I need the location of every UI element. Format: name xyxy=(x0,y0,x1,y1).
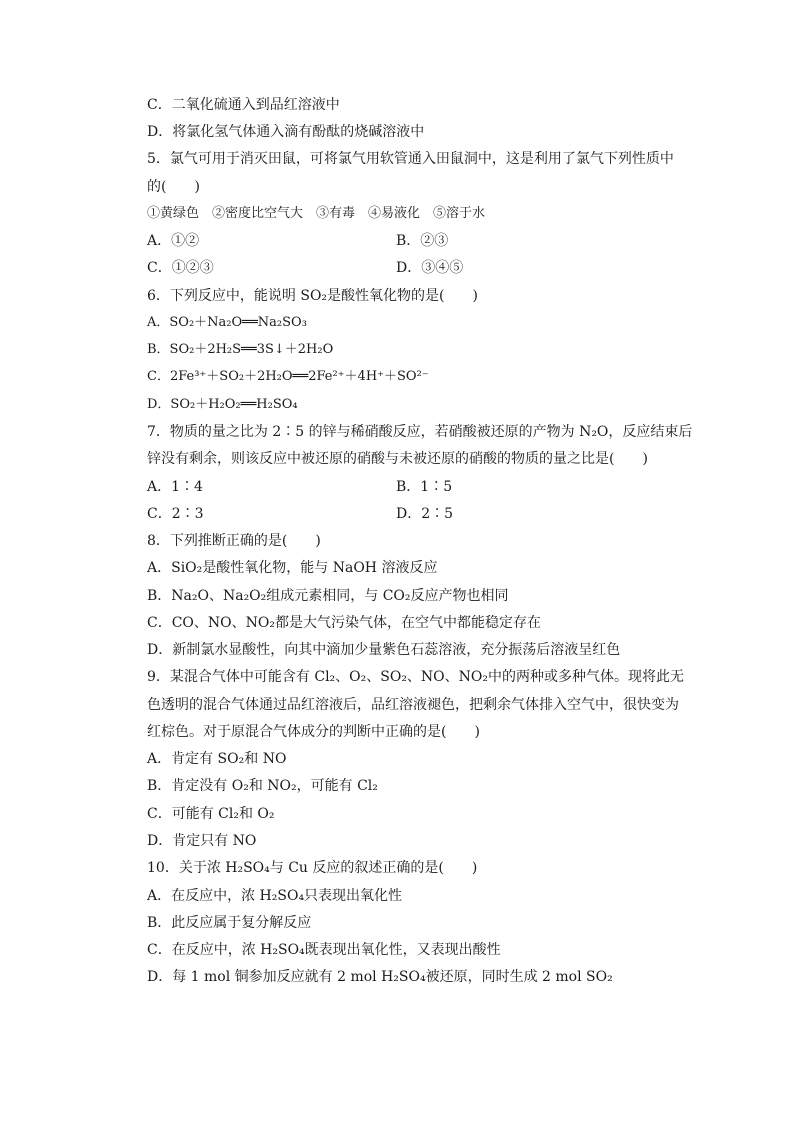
option-c-q6: C．2Fe³⁺＋SO₂＋2H₂O══2Fe²⁺＋4H⁺＋SO²⁻ xyxy=(147,369,429,384)
question-5-stem-cont: 的( ) xyxy=(147,179,200,195)
option-b-q9: B．肯定没有 O₂和 NO₂，可能有 Cl₂ xyxy=(147,778,378,794)
option-d-q7: D．2∶5 xyxy=(396,506,454,522)
question-7-stem-cont: 锌没有剩余，则该反应中被还原的硝酸与未被还原的硝酸的物质的量之比是( ) xyxy=(147,451,648,467)
option-b-q5: B．②③ xyxy=(396,233,449,249)
question-9-stem: 9．某混合气体中可能含有 Cl₂、O₂、SO₂、NO、NO₂中的两种或多种气体。现将此无 xyxy=(147,669,684,685)
option-a-q9: A．肯定有 SO₂和 NO xyxy=(147,751,287,767)
question-9-stem-cont2: 红棕色。对于原混合气体成分的判断中正确的是( ) xyxy=(147,724,480,740)
option-d-q4: D．将氯化氢气体通入滴有酚酞的烧碱溶液中 xyxy=(147,124,425,140)
question-5-properties: ①黄绿色 ②密度比空气大 ③有毒 ④易液化 ⑤溶于水 xyxy=(147,206,486,221)
option-c-q8: C．CO、NO、NO₂都是大气污染气体，在空气中都能稳定存在 xyxy=(147,615,541,631)
option-d-q5: D．③④⑤ xyxy=(396,260,464,276)
option-d-q8: D．新制氯水显酸性，向其中滴加少量紫色石蕊溶液，充分振荡后溶液呈红色 xyxy=(147,642,621,658)
option-b-q6: B．SO₂＋2H₂S══3S↓＋2H₂O xyxy=(147,342,334,357)
option-a-q8: A．SiO₂是酸性氧化物，能与 NaOH 溶液反应 xyxy=(147,560,438,576)
option-a-q7: A．1∶4 xyxy=(147,479,203,495)
question-10-stem: 10．关于浓 H₂SO₄与 Cu 反应的叙述正确的是( ) xyxy=(147,860,478,876)
question-8-stem: 8．下列推断正确的是( ) xyxy=(147,533,321,549)
option-b-q7: B．1∶5 xyxy=(396,479,453,495)
option-d-q9: D．肯定只有 NO xyxy=(147,833,257,849)
question-9-stem-cont: 色透明的混合气体通过品红溶液后，品红溶液褪色，把剩余气体排入空气中，很快变为 xyxy=(147,697,679,713)
option-c-q5: C．①②③ xyxy=(147,260,214,276)
option-c-q4: C．二氧化硫通入到品红溶液中 xyxy=(147,97,340,113)
option-c-q7: C．2∶3 xyxy=(147,506,204,522)
option-c-q10: C．在反应中，浓 H₂SO₄既表现出氧化性，又表现出酸性 xyxy=(147,942,501,958)
option-a-q5: A．①② xyxy=(147,233,200,249)
option-b-q8: B．Na₂O、Na₂O₂组成元素相同，与 CO₂反应产物也相同 xyxy=(147,588,509,604)
option-b-q10: B．此反应属于复分解反应 xyxy=(147,915,312,931)
option-a-q10: A．在反应中，浓 H₂SO₄只表现出氧化性 xyxy=(147,888,403,904)
option-d-q10: D．每 1 mol 铜参加反应就有 2 mol H₂SO₄被还原，同时生成 2 mol SO₂ xyxy=(147,969,613,985)
option-d-q6: D．SO₂＋H₂O₂══H₂SO₄ xyxy=(147,397,298,412)
question-6-stem: 6．下列反应中，能说明 SO₂是酸性氧化物的是( ) xyxy=(147,288,478,304)
option-c-q9: C．可能有 Cl₂和 O₂ xyxy=(147,806,275,822)
question-5-stem: 5．氯气可用于消灭田鼠，可将氯气用软管通入田鼠洞中，这是利用了氯气下列性质中 xyxy=(147,151,674,167)
question-7-stem: 7．物质的量之比为 2∶5 的锌与稀硝酸反应，若硝酸被还原的产物为 N₂O，反应结束后 xyxy=(147,424,693,440)
option-a-q6: A．SO₂＋Na₂O══Na₂SO₃ xyxy=(147,315,307,330)
